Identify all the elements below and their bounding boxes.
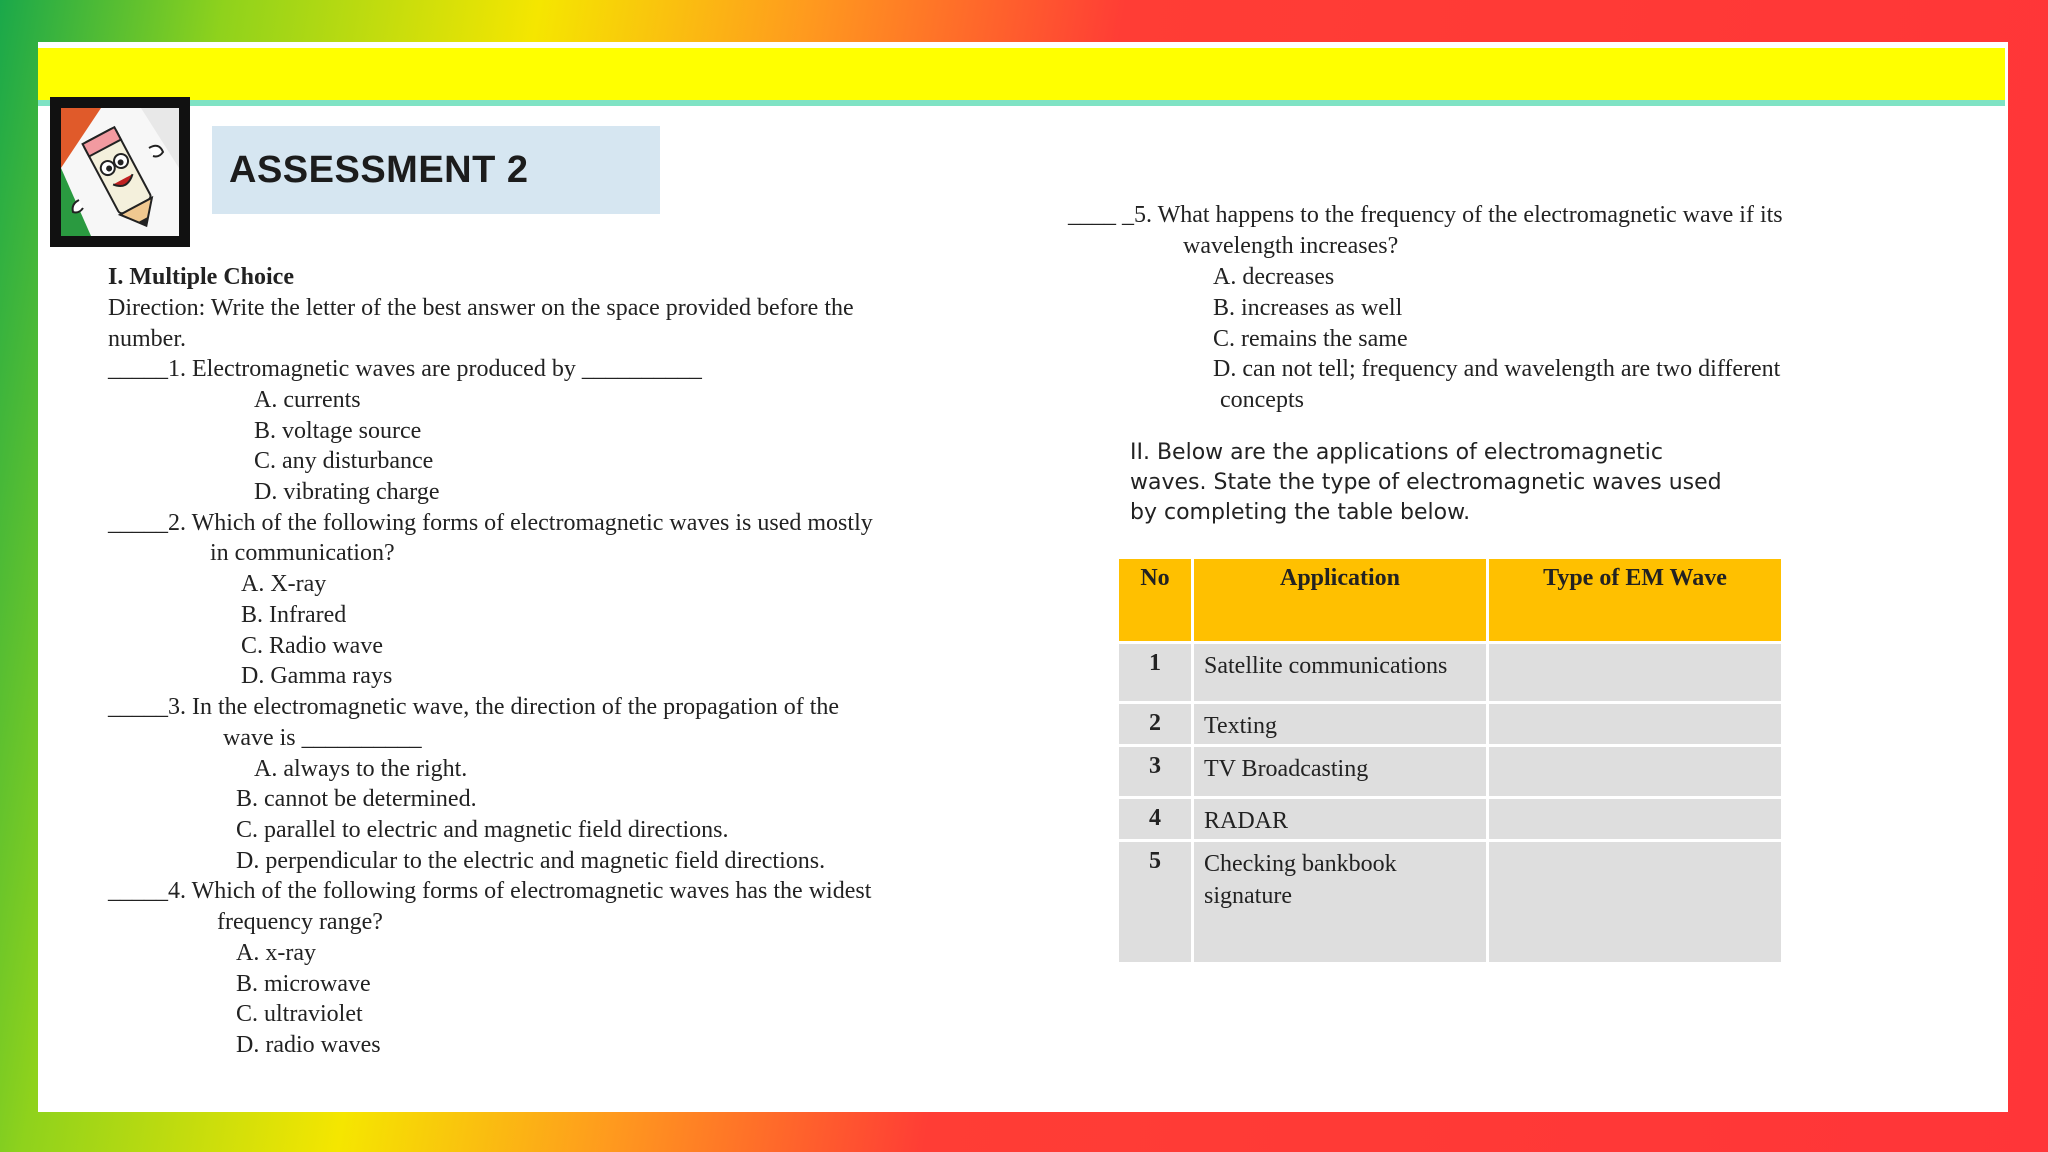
em-wave-table bbox=[1116, 556, 1784, 965]
question-2: _____2. Which of the following forms of electromagnetic waves is used mostly bbox=[108, 510, 873, 536]
question-4: _____4. Which of the following forms of electromagnetic waves has the widest bbox=[108, 878, 872, 904]
slide bbox=[38, 42, 2008, 1112]
row-answer-cell[interactable] bbox=[1488, 643, 1783, 703]
question-1: _____1. Electromagnetic waves are produced by __________ bbox=[108, 356, 702, 382]
row-answer-cell[interactable] bbox=[1488, 746, 1783, 798]
row-application bbox=[1193, 841, 1488, 964]
row-number: 2 bbox=[1118, 703, 1193, 746]
row-number: 4 bbox=[1118, 798, 1193, 841]
row-application: Texting bbox=[1193, 703, 1488, 746]
choice-5b: B. increases as well bbox=[1213, 295, 1403, 321]
section2-instruction: waves. State the type of electromagnetic waves used bbox=[1130, 470, 1722, 495]
row-answer-cell[interactable] bbox=[1488, 703, 1783, 746]
column-header-no: No bbox=[1118, 558, 1193, 643]
table-row bbox=[1118, 746, 1783, 798]
choice-1a: A. currents bbox=[254, 387, 361, 413]
section2-instruction: by completing the table below. bbox=[1130, 500, 1471, 525]
row-answer-cell[interactable] bbox=[1488, 841, 1783, 964]
row-answer-cell[interactable] bbox=[1488, 798, 1783, 841]
table-row bbox=[1118, 798, 1783, 841]
row-application-line: signature bbox=[1204, 883, 1292, 909]
row-application: TV Broadcasting bbox=[1193, 746, 1488, 798]
choice-5c: C. remains the same bbox=[1213, 326, 1408, 352]
choice-4c: C. ultraviolet bbox=[236, 1001, 363, 1027]
row-application-line: Checking bankbook bbox=[1204, 851, 1397, 877]
table-header-row bbox=[1118, 558, 1783, 643]
row-number: 5 bbox=[1118, 841, 1193, 964]
choice-3a: A. always to the right. bbox=[254, 756, 468, 782]
direction-text: number. bbox=[108, 326, 186, 352]
question-3-cont: wave is __________ bbox=[223, 725, 422, 751]
question-2-cont: in communication? bbox=[210, 540, 395, 566]
column-header-type: Type of EM Wave bbox=[1488, 558, 1783, 643]
choice-5a: A. decreases bbox=[1213, 264, 1335, 290]
choice-4d: D. radio waves bbox=[236, 1032, 381, 1058]
choice-1b: B. voltage source bbox=[254, 418, 422, 444]
table-row bbox=[1118, 841, 1783, 964]
choice-3c: C. parallel to electric and magnetic field directions. bbox=[236, 817, 729, 843]
choice-4a: A. x-ray bbox=[236, 940, 316, 966]
row-application: RADAR bbox=[1193, 798, 1488, 841]
choice-2c: C. Radio wave bbox=[241, 633, 383, 659]
question-4-cont: frequency range? bbox=[217, 909, 383, 935]
choice-1d: D. vibrating charge bbox=[254, 479, 440, 505]
row-number: 1 bbox=[1118, 643, 1193, 703]
section1-heading: I. Multiple Choice bbox=[108, 264, 294, 290]
choice-4b: B. microwave bbox=[236, 971, 371, 997]
choice-1c: C. any disturbance bbox=[254, 448, 434, 474]
choice-2d: D. Gamma rays bbox=[241, 663, 393, 689]
title-box bbox=[212, 126, 660, 214]
question-3: _____3. In the electromagnetic wave, the direction of the propagation of the bbox=[108, 694, 840, 720]
section2-instruction: II. Below are the applications of electromagnetic bbox=[1130, 440, 1663, 465]
table-row bbox=[1118, 703, 1783, 746]
choice-3d: D. perpendicular to the electric and magnetic field directions. bbox=[236, 848, 826, 874]
choice-3b: B. cannot be determined. bbox=[236, 786, 477, 812]
header-band bbox=[38, 48, 2005, 106]
choice-2b: B. Infrared bbox=[241, 602, 347, 628]
row-application: Satellite communications bbox=[1193, 643, 1488, 703]
pencil-cartoon-icon bbox=[50, 97, 190, 247]
table-row bbox=[1118, 643, 1783, 703]
row-number: 3 bbox=[1118, 746, 1193, 798]
column-header-application: Application bbox=[1193, 558, 1488, 643]
question-5: ____ _5. What happens to the frequency of the electromagnetic wave if its bbox=[1068, 202, 1783, 228]
choice-5d: D. can not tell; frequency and wavelength are two different bbox=[1213, 356, 1781, 382]
choice-5d-cont: concepts bbox=[1220, 387, 1304, 413]
direction-text: Direction: Write the letter of the best answer on the space provided before the bbox=[108, 295, 854, 321]
page-title: ASSESSMENT 2 bbox=[229, 148, 529, 191]
choice-2a: A. X-ray bbox=[241, 571, 327, 597]
question-5-cont: wavelength increases? bbox=[1183, 233, 1399, 259]
